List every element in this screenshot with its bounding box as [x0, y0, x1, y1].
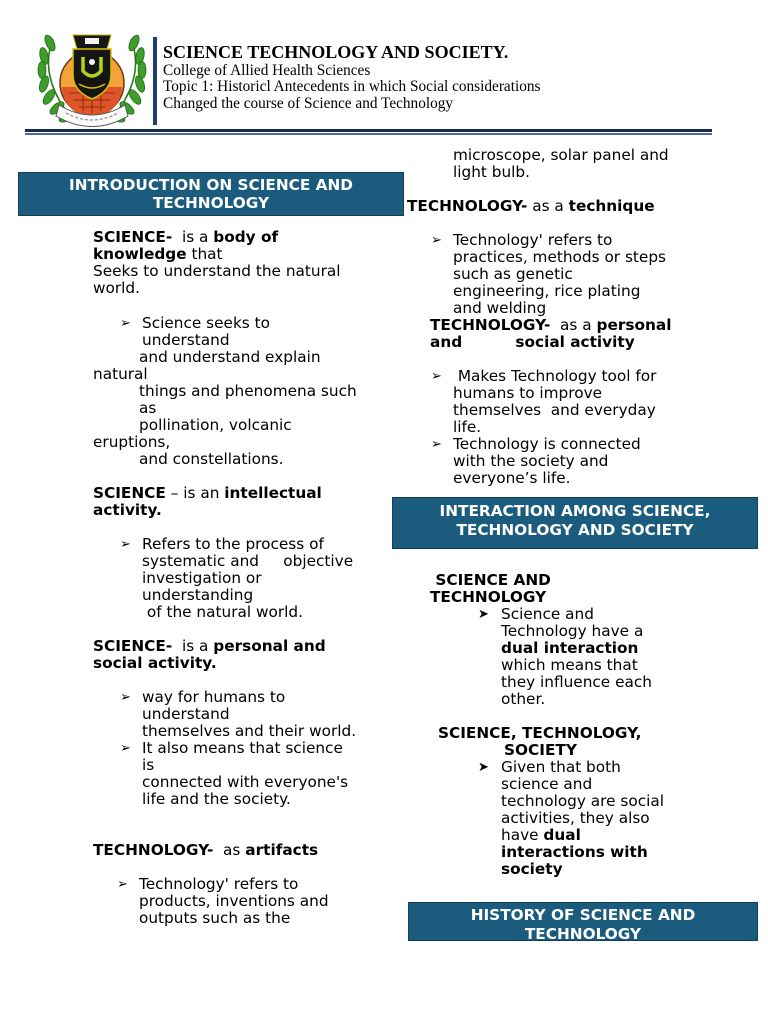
arrowhead-outline-icon: [431, 368, 442, 385]
subheading-line: SCIENCE AND: [430, 570, 551, 589]
arrowhead-outline-icon: [431, 436, 442, 453]
text-line: and constellations.: [139, 449, 284, 468]
text-line: society: [501, 859, 563, 878]
header-divider-thin: [25, 133, 712, 135]
text-line: interactions with: [501, 842, 648, 861]
header-subtitle: [163, 63, 540, 112]
text-line: Technology have a: [501, 621, 644, 640]
text-line: dual interaction: [501, 638, 639, 657]
text-line: practices, methods or steps: [453, 247, 667, 266]
text-run: that: [186, 244, 223, 263]
text-line: [0, 364, 768, 385]
text-line: is: [142, 755, 155, 774]
bullet-technology-practices: [0, 232, 768, 317]
bullet-text: It also means that science: [142, 738, 343, 757]
text-line: [0, 876, 768, 893]
text-line: understanding: [142, 585, 254, 604]
text-line: [0, 232, 768, 249]
bullet-text: Technology' refers to: [453, 230, 613, 249]
arrowhead-solid-icon: [478, 606, 489, 623]
banner-line: TECHNOLOGY: [152, 194, 270, 212]
banner-line: INTERACTION AMONG SCIENCE,: [439, 502, 711, 520]
text-line: other.: [501, 689, 546, 708]
text-line: with the society and: [453, 451, 609, 470]
banner-line: TECHNOLOGY AND SOCIETY: [456, 521, 694, 539]
history-section-banner: [408, 902, 758, 941]
text-line: themselves and everyday: [453, 400, 656, 419]
subheading-line: TECHNOLOGY: [430, 587, 547, 606]
college-seal-icon: [33, 29, 151, 131]
text-line: [0, 432, 768, 453]
bullet-text: Refers to the process of: [142, 534, 324, 553]
text-run: have: [501, 825, 544, 844]
text-line: humans to improve: [453, 383, 603, 402]
bullet-technology-connected: [0, 432, 768, 487]
text-line: life and the society.: [142, 789, 291, 808]
text-line: and welding: [453, 298, 547, 317]
bullet-text: Science seeks to: [142, 313, 270, 332]
term-label: TECHNOLOGY-: [407, 196, 528, 215]
text-line: things and phenomena such: [139, 381, 357, 400]
text-line: of the natural world.: [142, 602, 303, 621]
text-line: [0, 198, 768, 215]
text-line: technology are social: [501, 791, 665, 810]
topic-line: Topic 1: Historicl Antecedents in which Social considerations: [163, 78, 541, 96]
text-line: engineering, rice plating: [453, 281, 641, 300]
emphasis-text: intellectual: [224, 483, 322, 502]
bullet-continuation: [0, 147, 768, 181]
banner-line: TECHNOLOGY: [524, 925, 642, 941]
subheading-science-and-technology: [0, 568, 768, 606]
bullet-text: way for humans to: [142, 687, 286, 706]
text-line: [0, 827, 768, 844]
bullet-text: Technology is connected: [453, 434, 641, 453]
term-label: SCIENCE-: [93, 636, 173, 655]
text-line: science and: [501, 774, 593, 793]
text-line: [0, 602, 768, 623]
text-line: eruptions,: [93, 432, 171, 451]
emphasis-text: dual: [543, 825, 581, 844]
term-label: TECHNOLOGY-: [430, 315, 551, 334]
text-line: microscope, solar panel and: [453, 145, 669, 164]
text-line: which means that: [501, 655, 638, 674]
bullet-dual-interaction: [0, 602, 768, 708]
text-line: activities, they also: [501, 808, 650, 827]
text-line: and social activity: [430, 332, 635, 351]
subheading-line: SOCIETY: [504, 740, 577, 759]
text-line: as: [139, 398, 157, 417]
emphasis-text: personal: [596, 315, 672, 334]
text-line: pollination, volcanic: [139, 415, 292, 434]
text-run: as a: [527, 196, 569, 215]
subheading-science-technology-society: [0, 721, 768, 759]
header-divider: [25, 129, 712, 132]
text-run: is a: [172, 636, 214, 655]
arrowhead-outline-icon: [431, 232, 442, 249]
bullet-text: Technology' refers to: [139, 874, 299, 893]
text-line: [0, 317, 768, 334]
banner-line: HISTORY OF SCIENCE AND: [470, 906, 696, 924]
text-line: everyone’s life.: [453, 468, 571, 487]
emphasis-text: body of: [213, 227, 279, 246]
technology-personal-social-definition: [0, 317, 768, 351]
term-label: SCIENCE-: [93, 227, 173, 246]
text-line: Seeks to understand the natural: [93, 261, 341, 280]
text-line: products, inventions and: [139, 891, 329, 910]
subheading-line: SCIENCE, TECHNOLOGY,: [438, 723, 642, 742]
arrowhead-solid-icon: [478, 759, 489, 776]
emphasis-text: personal and: [213, 636, 326, 655]
text-line: investigation or: [142, 568, 262, 587]
text-run: as: [213, 840, 246, 859]
text-line: life.: [453, 417, 482, 436]
text-line: natural: [93, 364, 148, 383]
text-line: outputs such as the: [139, 908, 291, 927]
seal-emblem: [60, 35, 124, 117]
text-run: – is an: [165, 483, 225, 502]
text-line: and understand explain: [139, 347, 321, 366]
bullet-technology-tool: [0, 364, 768, 436]
text-run: as a: [550, 315, 597, 334]
course-title: SCIENCE TECHNOLOGY AND SOCIETY.: [163, 42, 509, 62]
emphasis-text: knowledge: [93, 244, 187, 263]
bullet-text: Given that both: [501, 757, 621, 776]
text-line: light bulb.: [453, 162, 530, 181]
text-line: systematic and objective: [142, 551, 354, 570]
topic-line: Changed the course of Science and Technology: [163, 94, 454, 112]
text-line: world.: [93, 278, 140, 297]
term-label: SCIENCE: [93, 483, 166, 502]
text-line: understand: [142, 330, 230, 349]
text-line: understand: [142, 704, 230, 723]
emphasis-text: technique: [568, 196, 655, 215]
emphasis-text: artifacts: [245, 840, 319, 859]
banner-line: INTRODUCTION ON SCIENCE AND: [69, 176, 353, 194]
header-accent-bar: [153, 37, 157, 125]
text-line: [0, 755, 768, 776]
interaction-section-banner: [392, 497, 758, 549]
text-line: they influence each: [501, 672, 652, 691]
technology-technique-definition: [0, 198, 768, 215]
text-run: is a: [172, 227, 214, 246]
arrowhead-outline-icon: [120, 536, 131, 553]
bullet-text: Makes Technology tool for: [453, 366, 657, 385]
text-line: connected with everyone's: [142, 772, 349, 791]
bullet-text: Science and: [501, 604, 594, 623]
text-line: such as genetic: [453, 264, 573, 283]
text-line: social activity.: [93, 653, 217, 672]
arrowhead-outline-icon: [117, 876, 128, 893]
term-label: TECHNOLOGY-: [93, 840, 214, 859]
text-line: themselves and their world.: [142, 721, 357, 740]
bullet-social-activities: [0, 755, 768, 878]
college-name: College of Allied Health Sciences: [163, 62, 371, 79]
text-line: activity.: [93, 500, 162, 519]
